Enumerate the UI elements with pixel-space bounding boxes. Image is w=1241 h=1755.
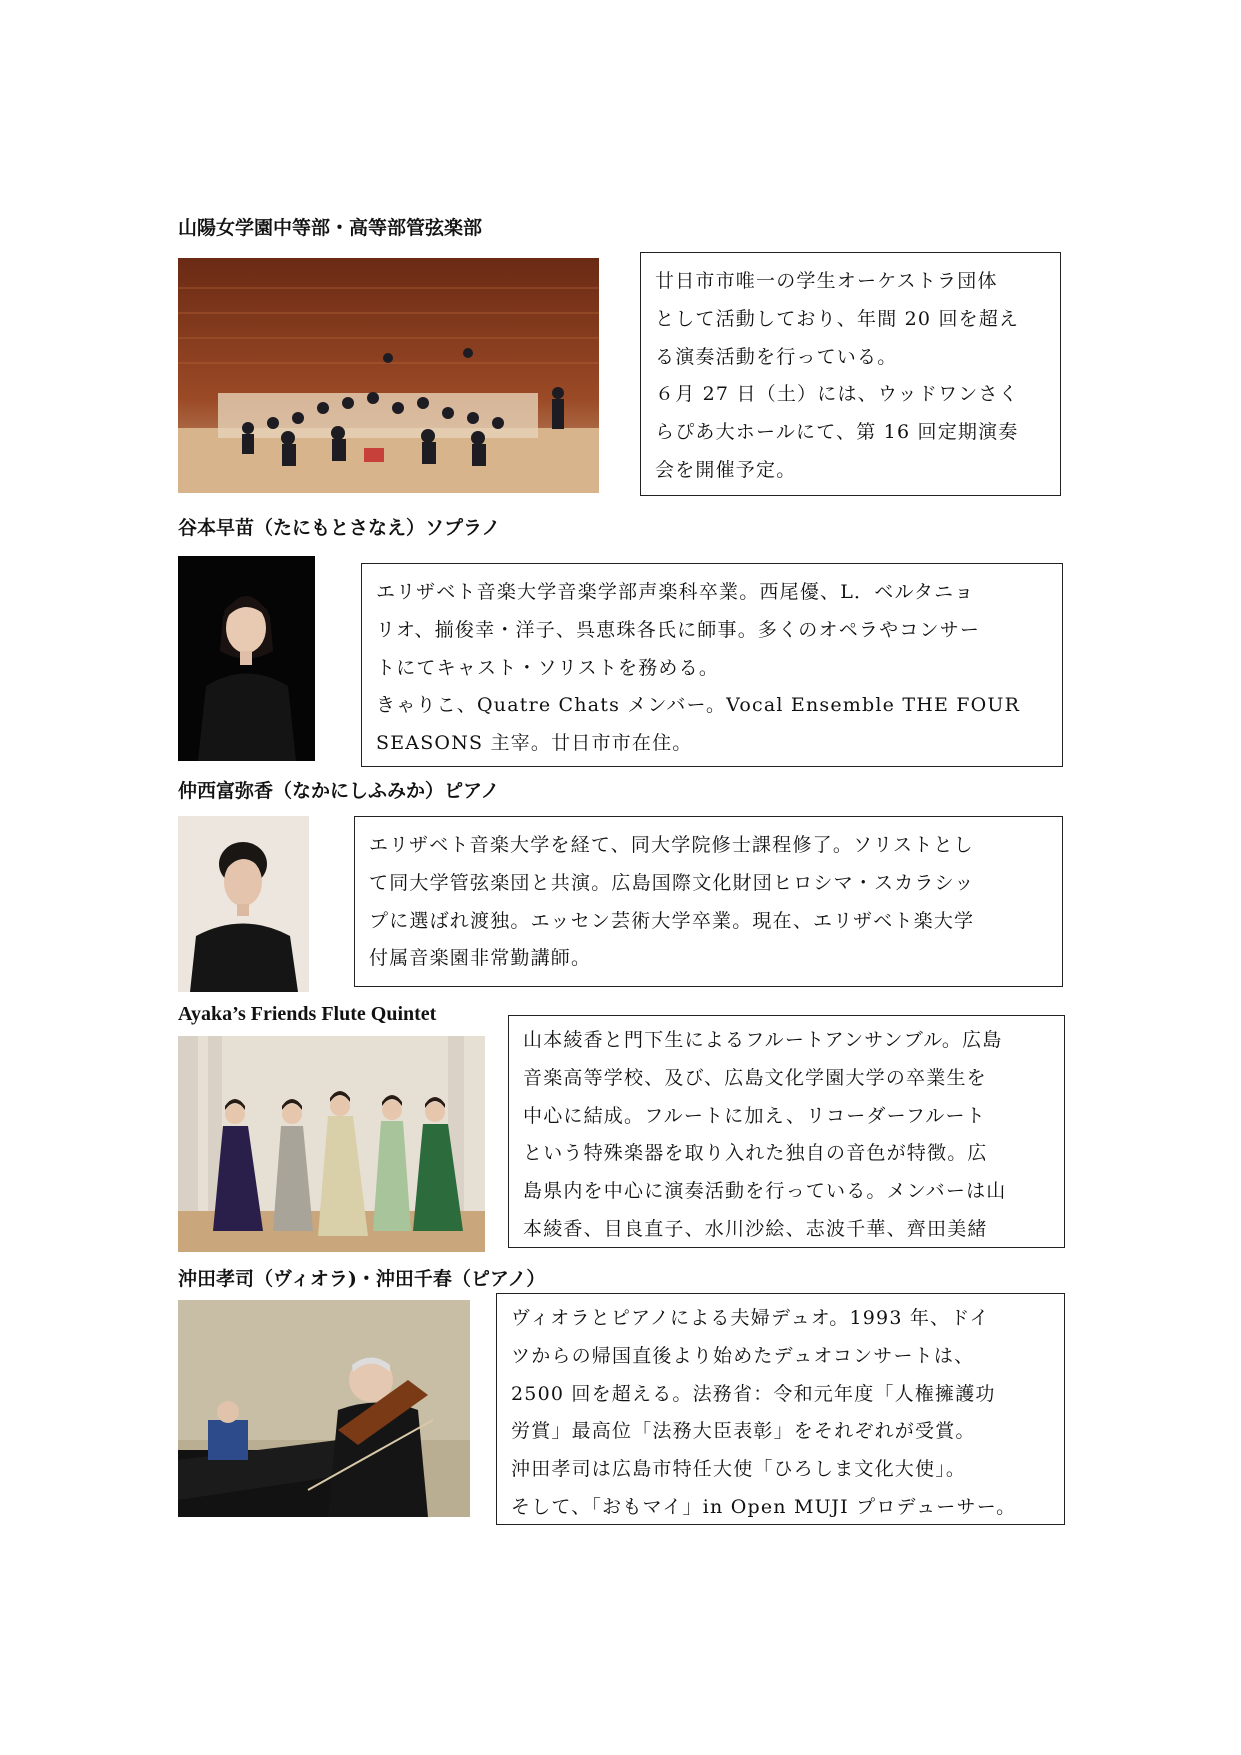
text-line: 本綾香、目良直子、水川沙絵、志波千華、齊田美緒 (523, 1217, 988, 1240)
section-heading-flute-quintet: Ayaka’s Friends Flute Quintet (178, 1003, 437, 1025)
orchestra-photo (178, 258, 599, 493)
section-heading-orchestra: 山陽女学園中等部・高等部管弦楽部 (178, 217, 483, 239)
text-line: ６月 27 日（土）には、ウッドワンさく (655, 383, 1019, 406)
text-line: という特殊楽器を取り入れた独自の音色が特徴。広 (523, 1142, 988, 1165)
text-line: 廿日市市唯一の学生オーケストラ団体 (655, 270, 998, 292)
text-line: として活動しており、年間 20 回を超え (655, 307, 1020, 330)
section-heading-soprano: 谷本早苗（たにもとさなえ）ソプラノ (178, 517, 501, 539)
text-line: て同大学管弦楽団と共演。広島国際文化財団ヒロシマ・スカラシッ (369, 871, 975, 894)
text-line: そして、「おもマイ」in Open MUJI プロデューサー。 (511, 1495, 1017, 1518)
text-line: 島県内を中心に演奏活動を行っている。メンバーは山 (523, 1180, 1007, 1203)
viola-piano-duo-photo (178, 1300, 470, 1517)
text-line: プに選ばれ渡独。エッセン芸術大学卒業。現在、エリザベト楽大学 (369, 909, 975, 932)
section-heading-pianist: 仲西富弥香（なかにしふみか）ピアノ (178, 780, 500, 802)
text-line: 2500 回を超える。法務省：令和元年度「人権擁護功 (511, 1382, 996, 1405)
text-line: らぴあ大ホールにて、第 16 回定期演奏 (655, 421, 1019, 444)
text-line: 沖田孝司は広島市特任大使「ひろしま文化大使」。 (511, 1458, 967, 1481)
orchestra-description (640, 252, 1061, 496)
text-line: きゃりこ、Quatre Chats メンバー。Vocal Ensemble THE FOUR (376, 694, 1021, 717)
viola-piano-duo-description (496, 1293, 1065, 1525)
text-line: る演奏活動を行っている。 (655, 345, 898, 368)
text-line: 音楽高等学校、及び、広島文化学園大学の卒業生を (523, 1066, 987, 1089)
text-line: トにてキャスト・ソリストを務める。 (376, 656, 720, 679)
text-line: 会を開催予定。 (655, 458, 797, 481)
section-heading-viola-piano-duo: 沖田孝司（ヴィオラ)・沖田千春（ピアノ） (178, 1268, 546, 1290)
text-line: 中心に結成。フルートに加え、リコーダーフルート (523, 1104, 986, 1127)
flute-quintet-photo (178, 1036, 485, 1252)
text-line: 労賞」最高位「法務大臣表彰」をそれぞれが受賞。 (511, 1420, 976, 1443)
text-line: 山本綾香と門下生によるフルートアンサンブル。広島 (523, 1029, 1003, 1051)
text-line: リオ、揃俊幸・洋子、呉恵珠各氏に師事。多くのオペラやコンサー (376, 618, 981, 641)
soprano-portrait (178, 556, 315, 761)
text-line: エリザベト音楽大学を経て、同大学院修士課程修了。ソリストとし (369, 834, 974, 856)
text-line: エリザベト音楽大学音楽学部声楽科卒業。西尾優、L．ベルタニョ (376, 581, 975, 603)
text-line: ツからの帰国直後より始めたデュオコンサートは、 (511, 1344, 975, 1367)
text-line: ヴィオラとピアノによる夫婦デュオ。1993 年、ドイ (511, 1307, 990, 1329)
text-line: 付属音楽園非常勤講師。 (369, 947, 592, 970)
text-line: SEASONS 主宰。廿日市市在住。 (376, 732, 693, 755)
flute-quintet-description (508, 1015, 1065, 1248)
soprano-description (361, 563, 1063, 767)
pianist-portrait (178, 816, 309, 992)
pianist-description (354, 816, 1063, 987)
